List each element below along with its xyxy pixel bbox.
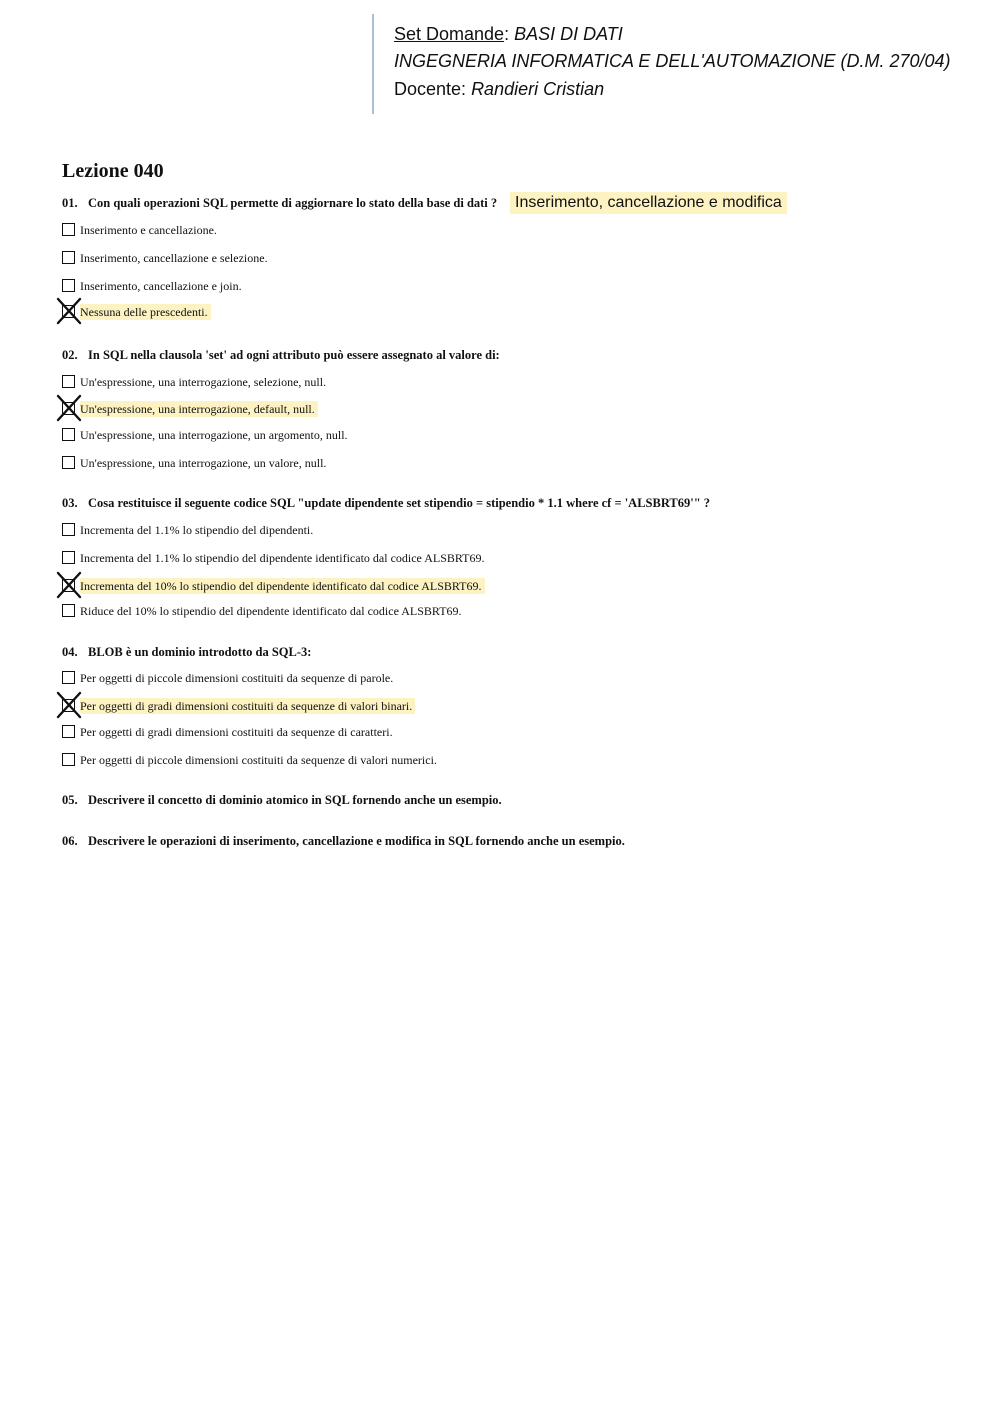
question-text: Con quali operazioni SQL permette di aggiornare lo stato della base di dati ? xyxy=(88,196,498,210)
teacher-line xyxy=(394,79,604,100)
checkbox[interactable] xyxy=(62,223,75,236)
question-number: 04. xyxy=(62,645,78,659)
option-label: Inserimento, cancellazione e selezione. xyxy=(80,251,268,265)
question-4 xyxy=(62,645,311,660)
checkbox[interactable] xyxy=(62,523,75,536)
question-text: Descrivere il concetto di dominio atomico in SQL fornendo anche un esempio. xyxy=(88,793,502,807)
option-label: Per oggetti di gradi dimensioni costituiti da sequenze di caratteri. xyxy=(80,725,393,739)
lesson-title: Lezione 040 xyxy=(62,160,164,182)
option-label: Un'espressione, una interrogazione, default, null. xyxy=(80,401,318,417)
question-1 xyxy=(62,196,497,211)
option-label: Nessuna delle prescedenti. xyxy=(80,304,211,320)
checkbox[interactable] xyxy=(62,551,75,564)
option-label: Un'espressione, una interrogazione, selezione, null. xyxy=(80,375,327,389)
checkbox[interactable] xyxy=(62,428,75,441)
checkbox[interactable] xyxy=(62,279,75,292)
question-number: 03. xyxy=(62,496,78,510)
option-label: Per oggetti di piccole dimensioni costituiti da sequenze di valori numerici. xyxy=(80,753,437,767)
check-cross-icon xyxy=(56,691,82,719)
set-line: Set Domande: BASI DI DATI xyxy=(394,24,623,44)
set-value: BASI DI DATI xyxy=(514,24,623,44)
question-text: BLOB è un dominio introdotto da SQL-3: xyxy=(88,645,312,659)
document-header xyxy=(372,14,994,114)
option-label: Incrementa del 1.1% lo stipendio del dipendente identificato dal codice ALSBRT69. xyxy=(80,551,485,565)
question-5 xyxy=(62,793,502,808)
checkbox[interactable] xyxy=(62,725,75,738)
question-6 xyxy=(62,834,625,849)
question-number: 06. xyxy=(62,834,78,848)
check-cross-icon xyxy=(56,297,82,325)
checkbox[interactable] xyxy=(62,753,75,766)
checkbox[interactable] xyxy=(62,251,75,264)
option-label: Incrementa del 1.1% lo stipendio del dipendenti. xyxy=(80,523,314,537)
question-text: Cosa restituisce il seguente codice SQL "update dipendente set stipendio = stipendio * 1.1 where cf = 'ALSBRT69'" ? xyxy=(88,496,711,510)
checkbox[interactable] xyxy=(62,671,75,684)
set-label: Set Domande xyxy=(394,24,505,44)
question-3 xyxy=(62,496,710,511)
check-cross-icon xyxy=(56,571,82,599)
check-cross-icon xyxy=(56,394,82,422)
question-text: Descrivere le operazioni di inserimento, cancellazione e modifica in SQL fornendo anche un esempio. xyxy=(88,834,625,848)
question-2 xyxy=(62,348,500,363)
question-text: In SQL nella clausola 'set' ad ogni attributo può essere assegnato al valore di: xyxy=(88,348,500,362)
option-label: Inserimento e cancellazione. xyxy=(80,223,217,237)
option-label: Un'espressione, una interrogazione, un valore, null. xyxy=(80,456,327,470)
option-label: Per oggetti di piccole dimensioni costituiti da sequenze di parole. xyxy=(80,671,394,685)
teacher-name: Randieri Cristian xyxy=(471,79,605,99)
checkbox[interactable] xyxy=(62,456,75,469)
checkbox[interactable] xyxy=(62,375,75,388)
course-name: INGEGNERIA INFORMATICA E DELL'AUTOMAZIONE (D.M. 270/04) xyxy=(394,51,951,71)
question-number: 05. xyxy=(62,793,78,807)
option-label: Inserimento, cancellazione e join. xyxy=(80,279,242,293)
option-label: Per oggetti di gradi dimensioni costituiti da sequenze di valori binari. xyxy=(80,698,415,714)
checkbox[interactable] xyxy=(62,604,75,617)
answer-hint: Inserimento, cancellazione e modifica xyxy=(510,192,787,214)
option-label: Incrementa del 10% lo stipendio del dipendente identificato dal codice ALSBRT69. xyxy=(80,578,485,594)
question-number: 02. xyxy=(62,348,78,362)
question-number: 01. xyxy=(62,196,78,210)
teacher-label: Docente: xyxy=(394,79,467,99)
option-label: Un'espressione, una interrogazione, un argomento, null. xyxy=(80,428,348,442)
option-label: Riduce del 10% lo stipendio del dipendente identificato dal codice ALSBRT69. xyxy=(80,604,462,618)
